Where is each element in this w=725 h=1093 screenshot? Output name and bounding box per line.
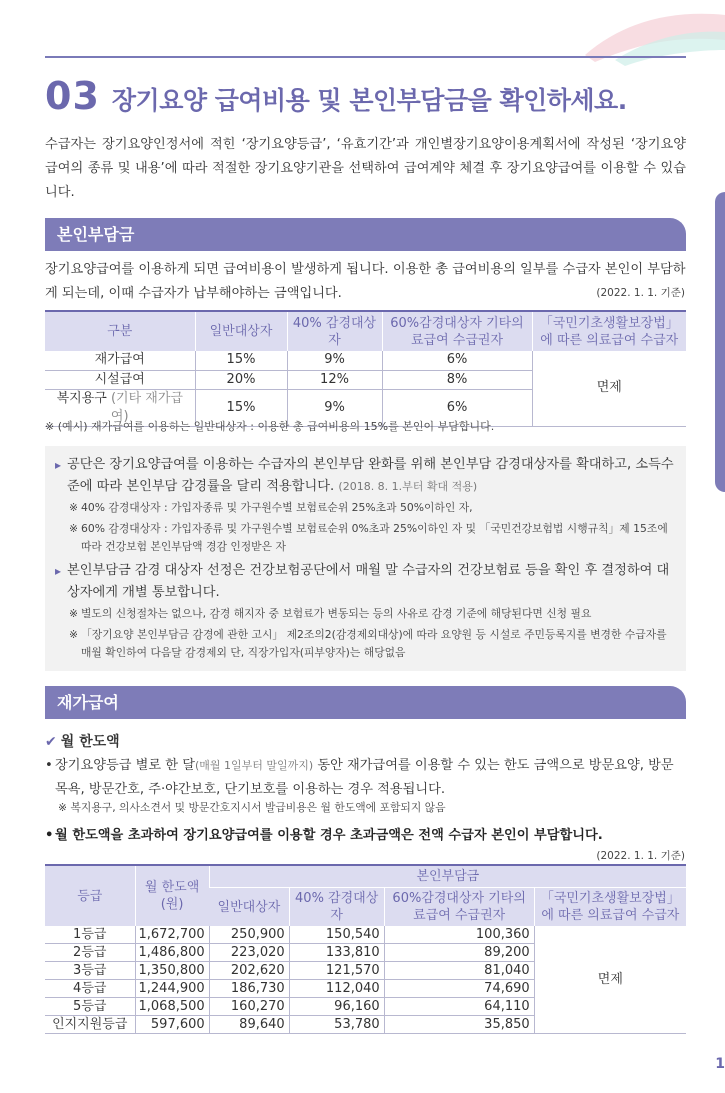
page-title — [45, 74, 627, 118]
table-header: 본인부담금 — [209, 865, 686, 888]
cell-general: 223,020 — [209, 944, 289, 962]
table-header: 일반대상자 — [209, 888, 289, 927]
cell-exempt: 면제 — [532, 351, 686, 426]
table-header: 등급 — [45, 865, 135, 926]
cell-40: 53,780 — [289, 1016, 384, 1034]
info-box — [45, 446, 686, 671]
section-number: 03 — [45, 74, 100, 118]
table-header: 60%감경대상자 기타의료급여 수급권자 — [382, 311, 532, 351]
cell-general: 186,730 — [209, 980, 289, 998]
section-heading-home-care: 재가급여 — [45, 686, 686, 719]
table-header: 60%감경대상자 기타의료급여 수급권자 — [384, 888, 534, 927]
table-row — [45, 351, 686, 370]
cell-60: 6% — [382, 351, 532, 370]
basis-date: (2022. 1. 1. 기준) — [596, 850, 685, 862]
cell-60: 35,850 — [384, 1016, 534, 1034]
table-header: 40% 감경대상자 — [287, 311, 382, 351]
cell-grade: 1등급 — [45, 926, 135, 944]
side-tab-marker — [715, 192, 725, 492]
top-rule — [45, 56, 686, 58]
monthly-limit-title — [45, 731, 120, 751]
copay-rate-table — [45, 310, 686, 427]
info-subnote: ※ 40% 감경대상자 : 가입자종류 및 가구원수별 보험료순위 25%초과 50%이하인 자, — [69, 499, 679, 517]
cell-limit: 1,350,800 — [135, 962, 209, 980]
page-number: 1 — [715, 1056, 725, 1072]
cell-60: 6% — [382, 389, 532, 426]
bullet-text: 공단은 장기요양급여를 이용하는 수급자의 본인부담 완화를 위해 본인부담 감경대상자를 확대하고, 소득수준에 따라 본인부담 감경률을 달리 적용합니다. — [67, 457, 674, 494]
cell-60: 81,040 — [384, 962, 534, 980]
example-note: ※ (예시) 재가급여를 이용하는 일반대상자 : 이용한 총 급여비용의 15%를 본인이 부담합니다. — [45, 420, 495, 433]
cell-60: 89,200 — [384, 944, 534, 962]
cell-general: 202,620 — [209, 962, 289, 980]
row-label: 재가급여 — [45, 351, 195, 370]
limit-note: ※ 복지용구, 의사소견서 및 방문간호지시서 발급비용은 월 한도액에 포함되지 않음 — [58, 801, 446, 814]
cell-grade: 3등급 — [45, 962, 135, 980]
cell-general: 160,270 — [209, 998, 289, 1016]
intro-paragraph: 수급자는 장기요양인정서에 적힌 ‘장기요양등급’, ‘유효기간’과 개인별장기요양이용계획서에 작성된 ‘장기요양 급여의 종류 및 내용’에 따라 적절한 장기요양기관을 선택하여 급여계약 체결 후 장기요양급여를 이용할 수 있습니다. — [45, 137, 686, 200]
cell-60: 8% — [382, 370, 532, 389]
cell-limit: 597,600 — [135, 1016, 209, 1034]
cell-40: 121,570 — [289, 962, 384, 980]
table-header: 구분 — [45, 311, 195, 351]
copay-paragraph: 장기요양급여를 이용하게 되면 급여비용이 발생하게 됩니다. 이용한 총 급여비용의 일부를 수급자 본인이 부담하게 되는데, 이때 수급자가 납부해야하는 금액입니다. — [45, 262, 686, 301]
row-label-text: 복지용구 — [56, 390, 107, 406]
cell-60: 64,110 — [384, 998, 534, 1016]
cell-general: 250,900 — [209, 926, 289, 944]
cell-general: 15% — [195, 351, 287, 370]
bullet-note: (2018. 8. 1.부터 확대 적용) — [338, 480, 478, 493]
cell-general: 15% — [195, 389, 287, 426]
cell-40: 150,540 — [289, 926, 384, 944]
cell-grade: 2등급 — [45, 944, 135, 962]
basis-date: (2022. 1. 1. 기준) — [596, 287, 685, 299]
cell-40: 9% — [287, 351, 382, 370]
cell-limit: 1,068,500 — [135, 998, 209, 1016]
cell-limit: 1,244,900 — [135, 980, 209, 998]
cell-general: 20% — [195, 370, 287, 389]
cell-grade: 5등급 — [45, 998, 135, 1016]
info-subnote: ※ 별도의 신청절차는 없으나, 감경 해지자 중 보험료가 변동되는 등의 사유로 감경 기준에 해당된다면 신청 필요 — [69, 605, 679, 623]
row-label-note: (기타 재가급여) — [110, 390, 183, 424]
title-text: 장기요양 급여비용 및 본인부담금을 확인하세요. — [111, 86, 627, 115]
section-heading-copay: 본인부담금 — [45, 218, 686, 251]
decorative-brush-graphic — [525, 0, 725, 70]
cell-60: 74,690 — [384, 980, 534, 998]
cell-40: 112,040 — [289, 980, 384, 998]
cell-40: 133,810 — [289, 944, 384, 962]
bullet-text-a: 장기요양등급 별로 한 달 — [55, 758, 195, 773]
table-row — [45, 926, 686, 944]
table-header: 「국민기초생활보장법」에 따른 의료급여 수급자 — [534, 888, 686, 927]
cell-limit: 1,672,700 — [135, 926, 209, 944]
info-subnote: ※ 60% 감경대상자 : 가입자종류 및 가구원수별 보험료순위 0%초과 25%이하인 자 및 「국민건강보험법 시행규칙」제 15조에 따라 건강보험 본인부담액 경감 인정받은 자 — [69, 520, 679, 556]
cell-40: 12% — [287, 370, 382, 389]
check-title-text: 월 한도액 — [60, 734, 120, 750]
table-header: 월 한도액 (원) — [135, 865, 209, 926]
table-header: 40% 감경대상자 — [289, 888, 384, 927]
monthly-limit-table — [45, 864, 686, 1034]
cell-grade: 4등급 — [45, 980, 135, 998]
cell-general: 89,640 — [209, 1016, 289, 1034]
cell-exempt: 면제 — [534, 926, 686, 1034]
cell-40: 96,160 — [289, 998, 384, 1016]
table-header: 「국민기초생활보장법」에 따른 의료급여 수급자 — [532, 311, 686, 351]
bullet-note: (매월 1일부터 말일까지) — [194, 759, 314, 772]
cell-60: 100,360 — [384, 926, 534, 944]
limit-bullet — [45, 754, 686, 802]
bullet-text-b: 동안 재가급여를 이용할 수 있는 한도 금액으로 방문요양, 방문목욕, 방문간호, 주·야간보호, 단기보호를 이용하는 경우 적용됩니다. — [55, 758, 674, 797]
excess-bullet: • 월 한도액을 초과하여 장기요양급여를 이용할 경우 초과금액은 전액 수급자 본인이 부담합니다. — [45, 824, 686, 848]
info-subnote: ※ 「장기요양 본인부담금 감경에 관한 고시」 제2조의2(감경제외대상)에 따라 요양원 등 시설로 주민등록지를 변경한 수급자를 매월 확인하여 다음달 감경제외 단, 직장가입자(피부양자)는 해당없음 — [69, 626, 679, 662]
info-bullet: ▸ 본인부담금 감경 대상자 선정은 건강보험공단에서 매월 말 수급자의 건강보험료 등을 확인 후 결정하여 대상자에게 개별 통보합니다. — [57, 560, 677, 604]
row-label: 시설급여 — [45, 370, 195, 389]
cell-40: 9% — [287, 389, 382, 426]
info-bullet — [57, 454, 677, 498]
cell-limit: 1,486,800 — [135, 944, 209, 962]
cell-grade: 인지지원등급 — [45, 1016, 135, 1034]
table-header: 일반대상자 — [195, 311, 287, 351]
check-icon: ✔ — [45, 734, 57, 750]
